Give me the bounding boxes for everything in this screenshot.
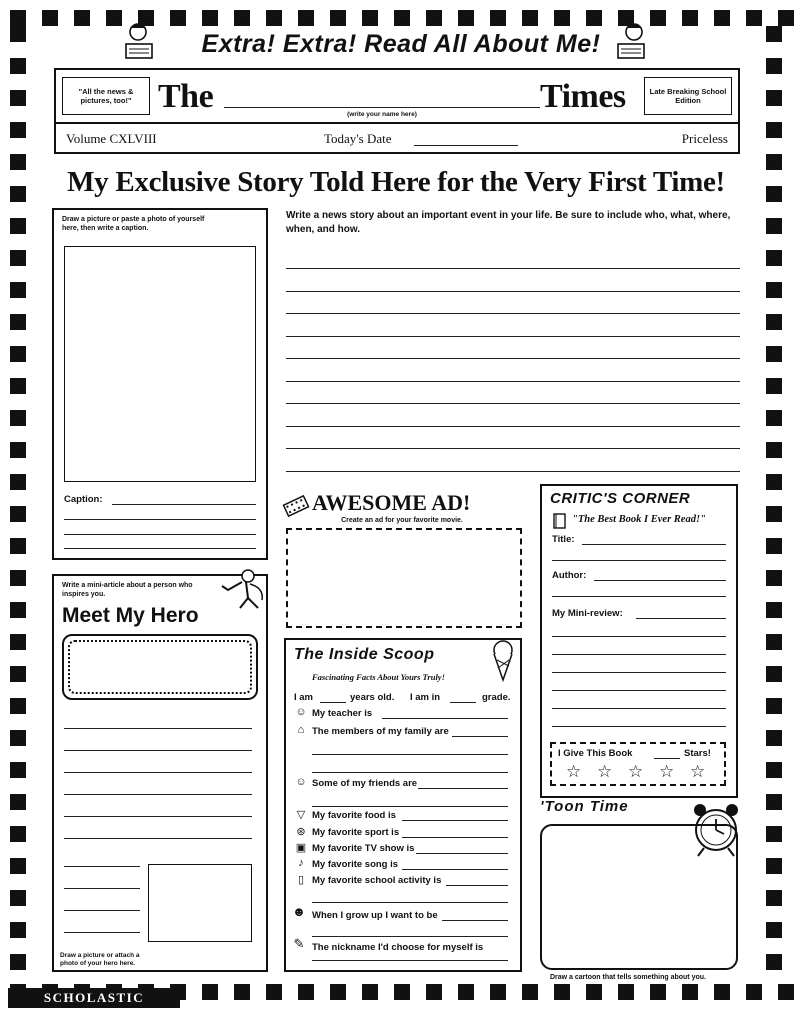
border-square: [766, 538, 782, 554]
review-label: My Mini-review:: [552, 608, 623, 619]
border-square: [458, 984, 474, 1000]
border-square: [10, 346, 26, 362]
book-icon: [552, 512, 568, 530]
toon-title: 'Toon Time: [540, 798, 629, 815]
family-line[interactable]: [312, 772, 508, 773]
hero-line[interactable]: [64, 816, 252, 817]
date-line[interactable]: [414, 145, 518, 146]
banner-title: Extra! Extra! Read All About Me!: [201, 30, 601, 58]
ball-icon: ⊛: [296, 826, 306, 838]
border-square: [650, 984, 666, 1000]
hero-line[interactable]: [64, 910, 140, 911]
author-line[interactable]: [552, 596, 726, 597]
review-line[interactable]: [552, 690, 726, 691]
border-square: [766, 154, 782, 170]
border-square: [522, 984, 538, 1000]
masthead-right-ear: Late Breaking School Edition: [644, 77, 732, 115]
review-line[interactable]: [552, 654, 726, 655]
author-line[interactable]: [594, 580, 726, 581]
newsboy-left-icon: [122, 18, 158, 62]
border-square: [522, 10, 538, 26]
story-line[interactable]: [286, 268, 740, 269]
border-square: [766, 314, 782, 330]
border-square: [10, 954, 26, 970]
photo-frame[interactable]: [64, 246, 256, 482]
border-square: [10, 858, 26, 874]
border-square: [10, 218, 26, 234]
house-icon: ⌂: [297, 724, 305, 736]
hero-title: Meet My Hero: [62, 604, 199, 627]
border-square: [10, 666, 26, 682]
border-square: [766, 698, 782, 714]
hero-line[interactable]: [64, 794, 252, 795]
photo-section: [52, 208, 268, 560]
caption-line[interactable]: [112, 504, 256, 505]
border-square: [10, 282, 26, 298]
review-line[interactable]: [552, 672, 726, 673]
border-square: [10, 122, 26, 138]
border-square: [10, 826, 26, 842]
grade-suffix: grade.: [482, 692, 511, 703]
grade-line[interactable]: [450, 702, 476, 703]
border-square: [766, 58, 782, 74]
author-label: Author:: [552, 570, 587, 581]
family-line[interactable]: [452, 736, 508, 737]
border-square: [766, 666, 782, 682]
border-square: [554, 984, 570, 1000]
grow-up-line[interactable]: [312, 936, 508, 937]
border-square: [10, 762, 26, 778]
toon-drawing-box[interactable]: [540, 824, 738, 970]
border-square: [10, 538, 26, 554]
age-prefix: I am: [294, 692, 314, 703]
teacher-icon: ☺: [295, 706, 307, 718]
border-square: [10, 58, 26, 74]
music-note-icon: ♪: [298, 857, 304, 869]
border-square: [746, 984, 762, 1000]
tv-line[interactable]: [416, 853, 508, 854]
rating-line[interactable]: [654, 758, 680, 759]
song-line[interactable]: [402, 869, 508, 870]
border-square: [10, 410, 26, 426]
book-title-line[interactable]: [582, 544, 726, 545]
activity-line[interactable]: [446, 885, 508, 886]
story-line[interactable]: [286, 448, 740, 449]
border-square: [766, 890, 782, 906]
volume-label: Volume CXLVIII: [66, 131, 157, 146]
scoop-title: The Inside Scoop: [294, 646, 435, 663]
border-square: [766, 26, 782, 42]
rating-prefix: I Give This Book: [558, 748, 633, 759]
rating-star-icon[interactable]: ☆: [566, 762, 582, 781]
hero-section: [52, 574, 268, 972]
rating-star-icon[interactable]: ☆: [659, 762, 675, 781]
hero-line[interactable]: [64, 888, 140, 889]
caption-label: Caption:: [64, 494, 103, 505]
hero-line[interactable]: [64, 750, 252, 751]
song-label: My favorite song is: [312, 859, 399, 870]
border-square: [202, 984, 218, 1000]
border-square: [10, 890, 26, 906]
story-line[interactable]: [286, 313, 740, 314]
border-square: [10, 442, 26, 458]
friends-line[interactable]: [418, 788, 508, 789]
border-square: [766, 218, 782, 234]
border-square: [682, 984, 698, 1000]
masthead-left-ear: "All the news & pictures, too!": [62, 77, 150, 115]
review-line[interactable]: [552, 708, 726, 709]
border-square: [10, 506, 26, 522]
border-square: [766, 506, 782, 522]
hero-line[interactable]: [64, 772, 252, 773]
book-title-label: Title:: [552, 534, 575, 545]
grade-prefix: I am in: [410, 692, 441, 703]
ice-cream-icon: [488, 638, 518, 682]
price-label: Priceless: [681, 131, 728, 146]
border-square: [74, 10, 90, 26]
border-square: [586, 984, 602, 1000]
toon-instruction: Draw a cartoon that tells something about you.: [550, 974, 706, 981]
story-line[interactable]: [286, 403, 740, 404]
hero-line[interactable]: [64, 932, 140, 933]
border-square: [766, 250, 782, 266]
critic-subtitle: "The Best Book I Ever Read!": [572, 514, 706, 525]
border-square: [10, 922, 26, 938]
border-square: [10, 250, 26, 266]
border-square: [10, 570, 26, 586]
border-square: [42, 10, 58, 26]
border-square: [10, 314, 26, 330]
border-square: [766, 954, 782, 970]
border-square: [266, 984, 282, 1000]
caption-line[interactable]: [64, 534, 256, 535]
inside-scoop: [284, 638, 522, 972]
astronaut-icon: ☻: [292, 904, 306, 919]
border-square: [766, 570, 782, 586]
border-square: [766, 186, 782, 202]
border-square: [298, 10, 314, 26]
superhero-icon: [218, 566, 268, 612]
border-square: [394, 10, 410, 26]
border-square: [766, 602, 782, 618]
newsboy-right-icon: [614, 18, 650, 62]
ad-subtitle: Create an ad for your favorite movie.: [341, 517, 463, 524]
review-line[interactable]: [636, 618, 726, 619]
border-square: [10, 602, 26, 618]
border-square: [618, 984, 634, 1000]
border-square: [766, 794, 782, 810]
border-square: [10, 730, 26, 746]
book-title-line[interactable]: [552, 560, 726, 561]
age-middle: years old.: [350, 692, 395, 703]
newspaper-sheet: [26, 26, 766, 984]
page-headline: My Exclusive Story Told Here for the Very First Time!: [67, 166, 725, 198]
masthead: [54, 68, 740, 124]
scholastic-logo: SCHOLASTIC: [8, 988, 180, 1008]
pizza-icon: ▽: [296, 809, 306, 821]
border-square: [106, 10, 122, 26]
border-square: [10, 378, 26, 394]
border-square: [766, 122, 782, 138]
border-square: [458, 10, 474, 26]
border-square: [682, 10, 698, 26]
border-square: [10, 90, 26, 106]
review-line[interactable]: [552, 636, 726, 637]
family-label: The members of my family are: [312, 726, 449, 737]
border-square: [778, 10, 794, 26]
story-line[interactable]: [286, 471, 740, 472]
rating-star-icon[interactable]: ☆: [690, 762, 706, 781]
grow-up-line[interactable]: [442, 920, 508, 921]
story-instruction: Write a news story about an important event in your life. Be sure to include who, what, where, when, and how.: [286, 210, 731, 235]
hero-line[interactable]: [64, 728, 252, 729]
border-square: [766, 90, 782, 106]
tv-label: My favorite TV show is: [312, 843, 415, 854]
ad-title: AWESOME AD!: [312, 490, 471, 515]
rating-suffix: Stars!: [684, 748, 711, 759]
rating-star-icon[interactable]: ☆: [597, 762, 613, 781]
sport-label: My favorite sport is: [312, 827, 400, 838]
border-square: [234, 10, 250, 26]
glue-icon: ▯: [297, 874, 305, 886]
hero-instruction: Write a mini-article about a person who inspires you.: [62, 582, 193, 598]
family-line[interactable]: [312, 754, 508, 755]
info-bar: [54, 124, 740, 154]
rating-box: [550, 742, 726, 786]
pen-icon: ✎: [293, 936, 305, 951]
border-square: [10, 474, 26, 490]
review-line[interactable]: [552, 726, 726, 727]
nickname-line[interactable]: [312, 960, 508, 961]
border-square: [202, 10, 218, 26]
border-square: [766, 378, 782, 394]
border-square: [330, 10, 346, 26]
story-line[interactable]: [286, 426, 740, 427]
border-square: [10, 10, 26, 26]
border-square: [766, 346, 782, 362]
border-square: [170, 10, 186, 26]
rating-star-icon[interactable]: ☆: [628, 762, 644, 781]
name-hint: (write your name here): [347, 111, 417, 118]
border-square: [766, 922, 782, 938]
border-square: [766, 730, 782, 746]
friends-icon: ☺: [295, 776, 307, 788]
age-line[interactable]: [320, 702, 346, 703]
critics-corner: [540, 484, 738, 798]
photo-instruction: Draw a picture or paste a photo of yourself here, then write a caption.: [62, 216, 205, 232]
border-square: [10, 26, 26, 42]
border-square: [10, 698, 26, 714]
caption-line[interactable]: [64, 519, 256, 520]
story-line[interactable]: [286, 381, 740, 382]
nickname-label: The nickname I'd choose for myself is: [312, 942, 484, 953]
activity-label: My favorite school activity is: [312, 875, 442, 886]
border-square: [766, 762, 782, 778]
name-line[interactable]: [224, 107, 540, 108]
border-square: [394, 984, 410, 1000]
border-square: [490, 10, 506, 26]
border-square: [766, 858, 782, 874]
border-square: [714, 10, 730, 26]
border-square: [586, 10, 602, 26]
grow-up-label: When I grow up I want to be: [312, 910, 438, 921]
border-square: [490, 984, 506, 1000]
friends-line[interactable]: [312, 806, 508, 807]
border-square: [714, 984, 730, 1000]
border-square: [234, 984, 250, 1000]
border-square: [10, 634, 26, 650]
border-square: [746, 10, 762, 26]
border-square: [554, 10, 570, 26]
story-line[interactable]: [286, 291, 740, 292]
hero-line[interactable]: [64, 838, 252, 839]
story-line[interactable]: [286, 336, 740, 337]
border-square: [362, 10, 378, 26]
border-square: [766, 282, 782, 298]
food-label: My favorite food is: [312, 810, 396, 821]
friends-label: Some of my friends are: [312, 778, 418, 789]
masthead-times: Times: [540, 78, 626, 115]
border-square: [266, 10, 282, 26]
border-square: [362, 984, 378, 1000]
border-square: [10, 186, 26, 202]
sport-line[interactable]: [402, 837, 508, 838]
hero-line[interactable]: [64, 866, 140, 867]
tv-icon: ▣: [295, 842, 307, 854]
masthead-the: The: [158, 78, 214, 115]
activity-line[interactable]: [312, 902, 508, 903]
date-label: Today's Date: [324, 131, 392, 146]
border-square: [766, 442, 782, 458]
caption-line[interactable]: [64, 548, 256, 549]
border-square: [766, 826, 782, 842]
border-square: [650, 10, 666, 26]
teacher-line[interactable]: [382, 718, 508, 719]
border-square: [766, 474, 782, 490]
border-square: [766, 634, 782, 650]
hero-name-frame-inner: [68, 640, 252, 694]
border-square: [426, 10, 442, 26]
border-square: [426, 984, 442, 1000]
scoop-subtitle: Fascinating Facts About Yours Truly!: [312, 672, 445, 682]
teacher-label: My teacher is: [312, 708, 373, 719]
border-square: [778, 984, 794, 1000]
border-square: [330, 984, 346, 1000]
hero-drawing-box[interactable]: [148, 864, 252, 942]
critic-title: CRITIC'S CORNER: [550, 490, 691, 507]
border-square: [766, 410, 782, 426]
border-square: [10, 794, 26, 810]
food-line[interactable]: [402, 820, 508, 821]
hero-drawing-hint: Draw a picture or attach a photo of your hero here.: [60, 952, 140, 968]
story-line[interactable]: [286, 358, 740, 359]
border-square: [298, 984, 314, 1000]
ad-box[interactable]: [286, 528, 522, 628]
border-square: [10, 154, 26, 170]
